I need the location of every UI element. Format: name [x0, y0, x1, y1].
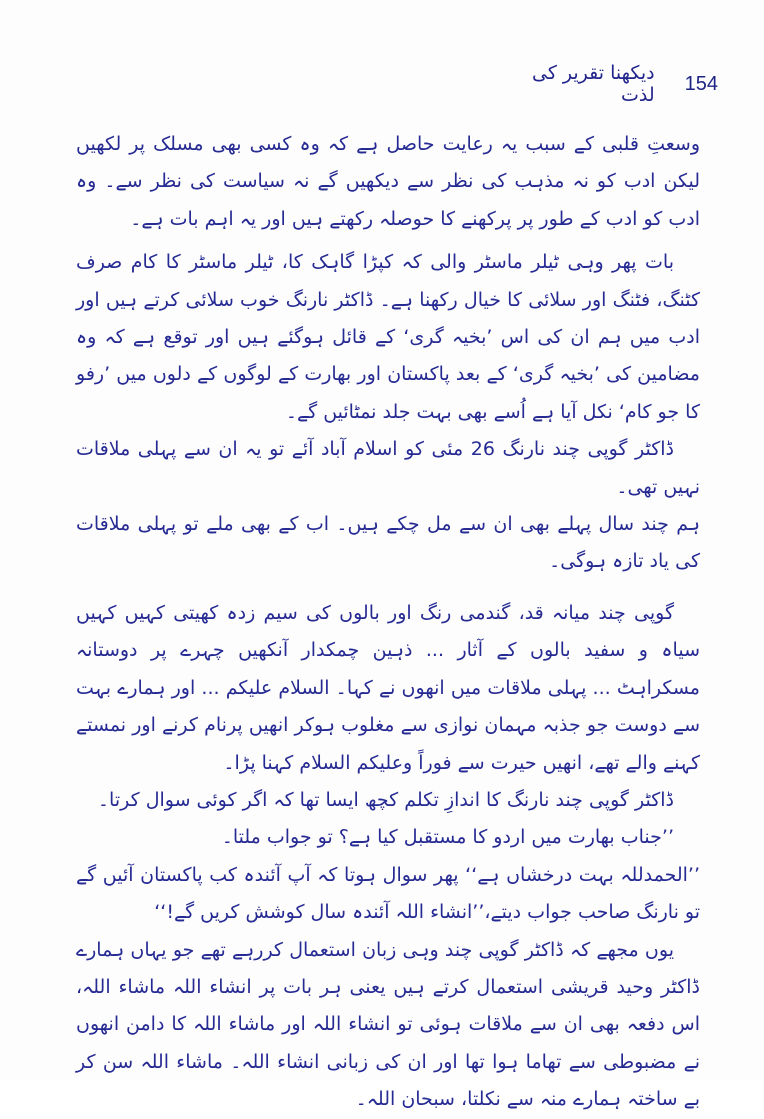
paragraph-9: یوں مجھے کہ ڈاکٹر گوپی چند وہی زبان استعمال کررہے تھے جو یہاں ہمارے ڈاکٹر وحید قریشی استعمال کرتے ہیں یعنی ہر بات پر انشاء اللہ ماشاء اللہ، اس دفعہ بھی ان سے ملاقات ہوئی تو انشاء اللہ اور ماشاء اللہ کا دامن انھوں نے مضبوطی سے تھاما ہوا تھا اور ان کی زبانی انشاء اللہ۔ ماشاء اللہ سن کر بے ساختہ ہمارے منہ سے نکلتا، سبحان اللہ۔: [76, 938, 700, 1111]
body-text: [76, 126, 700, 1119]
paragraph-3: ڈاکٹر گوپی چند نارنگ 26 مئی کو اسلام آباد آئے تو یہ ان سے پہلی ملاقات نہیں تھی۔: [76, 438, 700, 498]
page-number: 154: [684, 72, 718, 95]
running-title: دیکھنا تقریر کی لذت: [531, 62, 655, 106]
paragraph-2: بات پھر وہی ٹیلر ماسٹر والی کہ کپڑا گاہک کا، ٹیلر ماسٹر کا کام صرف کٹنگ، فٹنگ اور سلائی کا خیال رکھنا ہے۔ ڈاکٹر نارنگ خوب سلائی کرتے ہیں اور ادب میں ہم ان کی اس ’بخیہ گری‘ کے قائل ہوگئے ہیں اور توقع ہے کہ وہ مضامین کی ’بخیہ گری‘ کے بعد پاکستان اور بھارت کے لوگوں کے دلوں میں ’رفو کا جو کام‘ نکل آیا ہے اُسے بھی بہت جلد نمٹائیں گے۔: [76, 251, 700, 423]
paragraph-1: وسعتِ قلبی کے سبب یہ رعایت حاصل ہے کہ وہ کسی بھی مسلک پر لکھیں لیکن ادب کو نہ مذہب کی نظر سے دیکھیں گے نہ سیاست کی نظر سے۔ وہ ادب کو ادب کے طور پر پرکھنے کا حوصلہ رکھتے ہیں اور یہ اہم بات ہے۔: [76, 133, 700, 230]
page-header: [496, 62, 718, 106]
paragraph-4: ہم چند سال پہلے بھی ان سے مل چکے ہیں۔ اب کے بھی ملے تو پہلی ملاقات کی یاد تازہ ہوگی۔: [76, 513, 700, 573]
paragraph-6: ڈاکٹر گوپی چند نارنگ کا اندازِ تکلم کچھ ایسا تھا کہ اگر کوئی سوال کرتا۔: [97, 788, 674, 811]
paragraph-8: ’’الحمدللہ بہت درخشاں ہے‘‘ پھر سوال ہوتا کہ آپ آئندہ کب پاکستان آئیں گے تو نارنگ صاحب جواب دیتے،’’انشاء اللہ آئندہ سال کوشش کریں گے!‘‘: [76, 863, 701, 924]
paragraph-5: گوپی چند میانہ قد، گندمی رنگ اور بالوں کی سیم زدہ کھیتی کہیں کہیں سیاہ و سفید بالوں کے آثار ... ذہین چمکدار آنکھیں چہرے پر دوستانہ مسکراہٹ ... پہلی ملاقات میں انھوں نے کہا۔ السلام علیکم ... اور ہمارے بہت سے دوست جو جذبہ مہمان نوازی سے مغلوب ہوکر انھیں پرنام کرنے اور نمستے کہنے والے تھے، انھیں حیرت سے فوراً وعلیکم السلام کہنا پڑا۔: [76, 601, 700, 774]
paragraph-7: ’’جناب بھارت میں اردو کا مستقبل کیا ہے؟ تو جواب ملتا۔: [221, 826, 674, 849]
